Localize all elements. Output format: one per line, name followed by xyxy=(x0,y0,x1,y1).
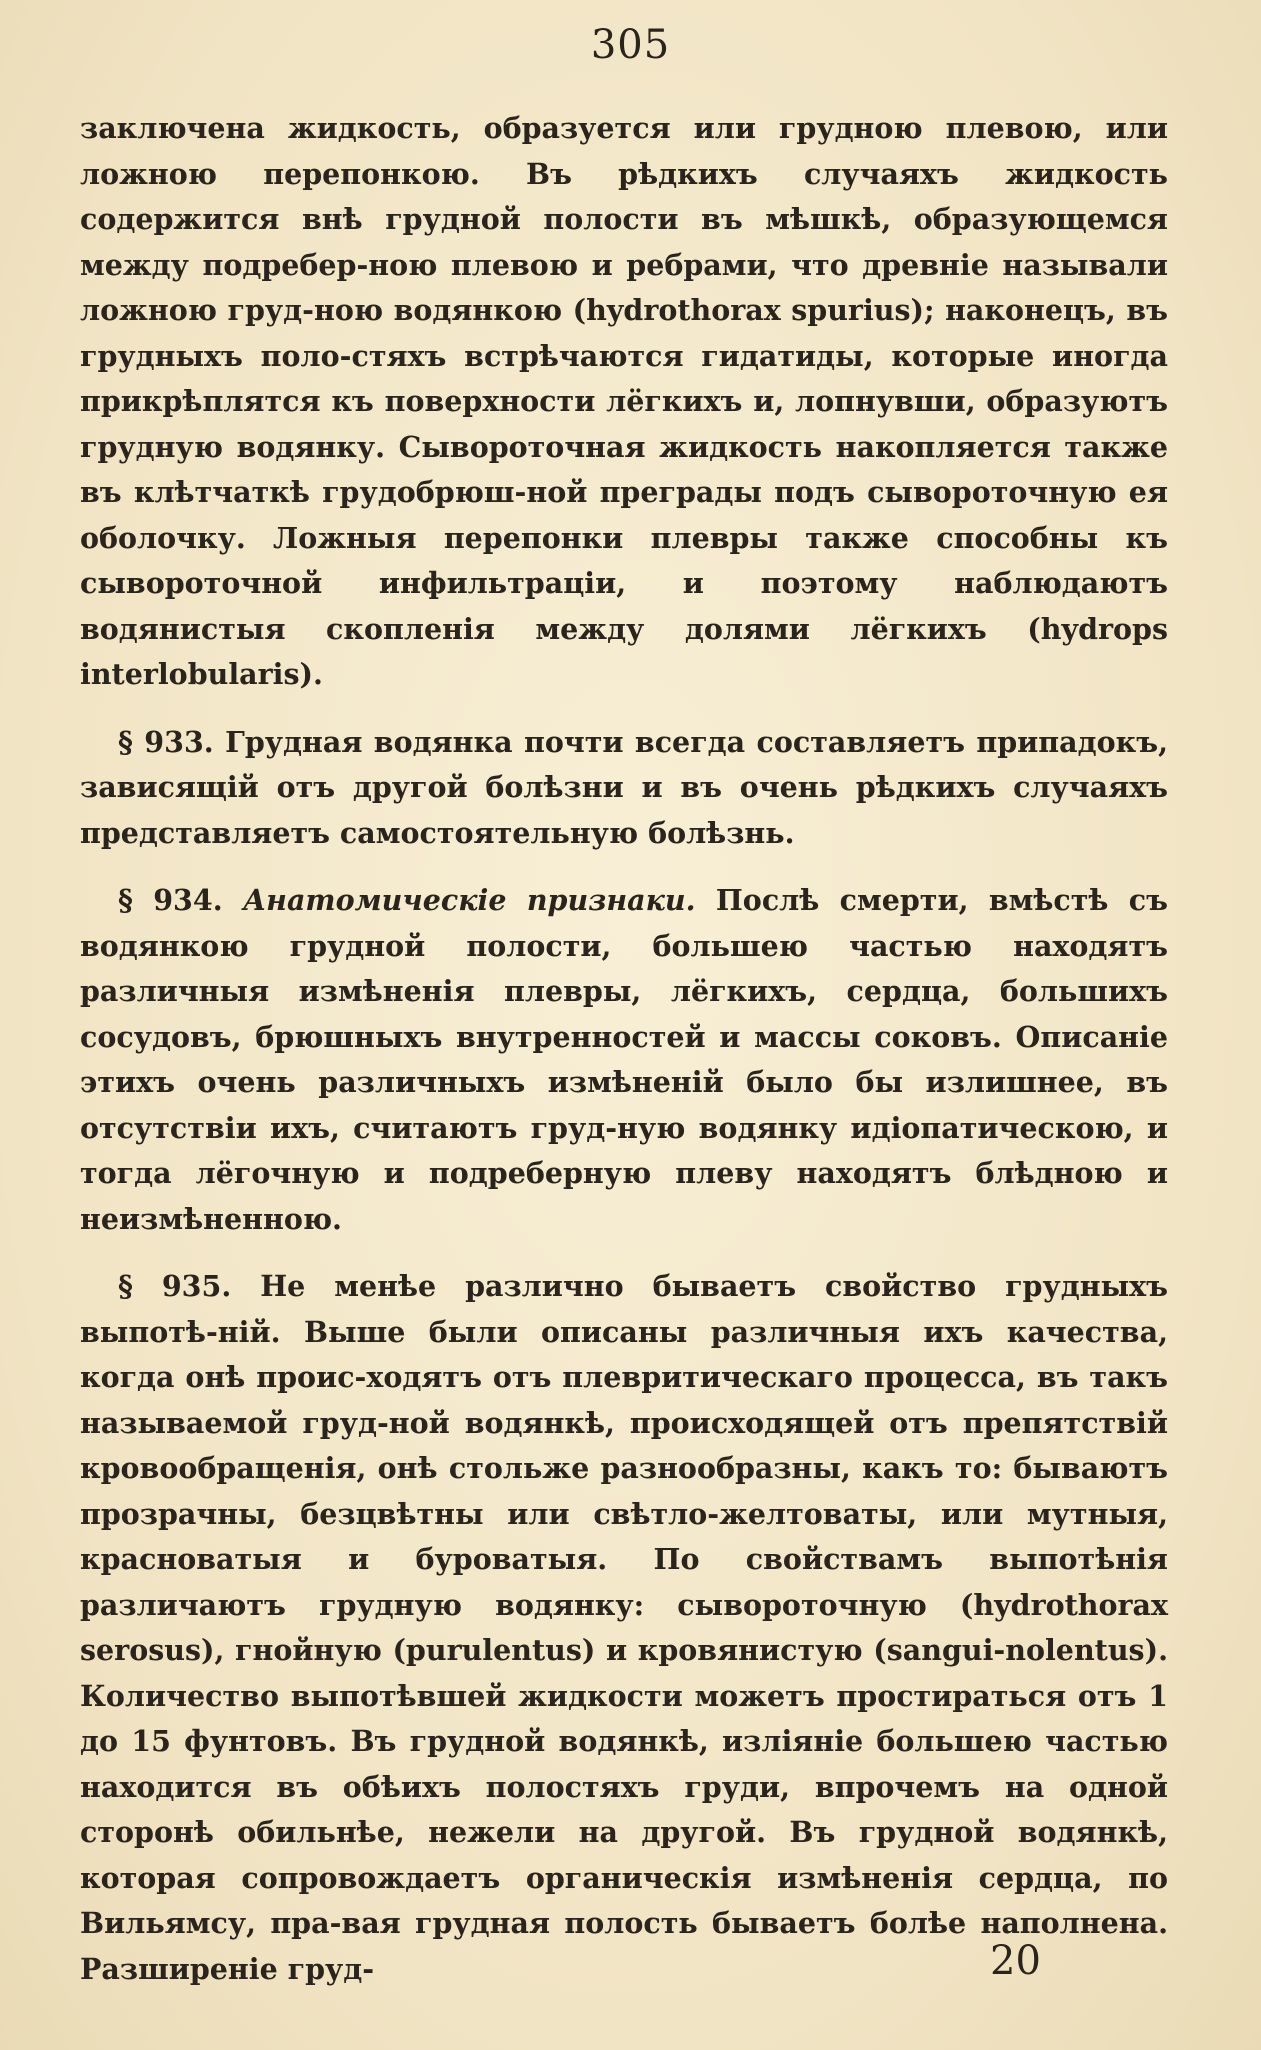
section-number: § 934. xyxy=(118,883,223,917)
section-number: § 933. xyxy=(118,724,214,759)
paragraph-continuation xyxy=(80,106,1168,698)
paragraph-text: Послѣ смерти, вмѣстѣ съ водянкою грудной полости, большею частью находятъ различныя измѣненія плевры, лёгкихъ, сердца, большихъ сосудовъ, брюшныхъ внутренностей и массы соковъ. Описаніе этихъ очень различныхъ измѣненій было бы излишнее, въ отсутствіи ихъ, считаютъ груд-ную водянку идіопатическою, и тогда лёгочную и подреберную плеву находятъ блѣдною и неизмѣненною. xyxy=(80,883,1168,1236)
section-heading: Анатомическіе признаки. xyxy=(242,883,696,917)
section-number: § 935. xyxy=(118,1269,232,1303)
signature-mark: 20 xyxy=(990,1938,1041,1984)
body-text xyxy=(80,106,1168,1992)
paragraph-text: Грудная водянка почти всегда составляетъ припадокъ, зависящій отъ другой болѣзни и въ очень рѣдкихъ случаяхъ представляетъ самостоятельную болѣзнь. xyxy=(80,724,1168,850)
page-number: 305 xyxy=(590,22,671,68)
paragraph-934 xyxy=(80,878,1168,1242)
paragraph-935 xyxy=(80,1264,1168,1992)
paragraph-933 xyxy=(80,720,1168,857)
paragraph-text: заключена жидкость, образуется или грудною плевою, или ложною перепонкою. Въ рѣдкихъ случаяхъ жидкость содержится внѣ грудной полости въ мѣшкѣ, образующемся между подребер-ною плевою и ребрами, что древніе называли ложною груд-ною водянкою (hydrothorax spurius); наконецъ, въ грудныхъ поло-стяхъ встрѣчаются гидатиды, которые иногда прикрѣплятся къ поверхности лёгкихъ и, лопнувши, образуютъ грудную водянку. Сывороточная жидкость накопляется также въ клѣтчаткѣ грудобрюш-ной преграды подъ сывороточную ея оболочку. Ложныя перепонки плевры также способны къ сывороточной инфильтраціи, и поэтому наблюдаютъ водянистыя скопленія между долями лёгкихъ (hydrops interlobularis). xyxy=(80,111,1168,691)
paragraph-text: Не менѣе различно бываетъ свойство грудныхъ выпотѣ-ній. Выше были описаны различныя ихъ качества, когда онѣ проис-ходятъ отъ плевритическаго процесса, въ такъ называемой груд-ной водянкѣ, происходящей отъ препятствій кровообращенія, онѣ стольже разнообразны, какъ то: бываютъ прозрачны, безцвѣтны или свѣтло-желтоваты, или мутныя, красноватыя и буроватыя. По свойствамъ выпотѣнія различаютъ грудную водянку: сывороточную (hydrothorax serosus), гнойную (purulentus) и кровянистую (sangui-nolentus). Количество выпотѣвшей жидкости можетъ простираться отъ 1 до 15 фунтовъ. Въ грудной водянкѣ, изліяніе большею частью находится въ обѣихъ полостяхъ груди, впрочемъ на одной сторонѣ обильнѣе, нежели на другой. Въ грудной водянкѣ, которая сопровождаетъ органическія измѣненія сердца, по Вильямсу, пра-вая грудная полость бываетъ болѣе наполнена. Разширеніе груд- xyxy=(80,1269,1168,1986)
